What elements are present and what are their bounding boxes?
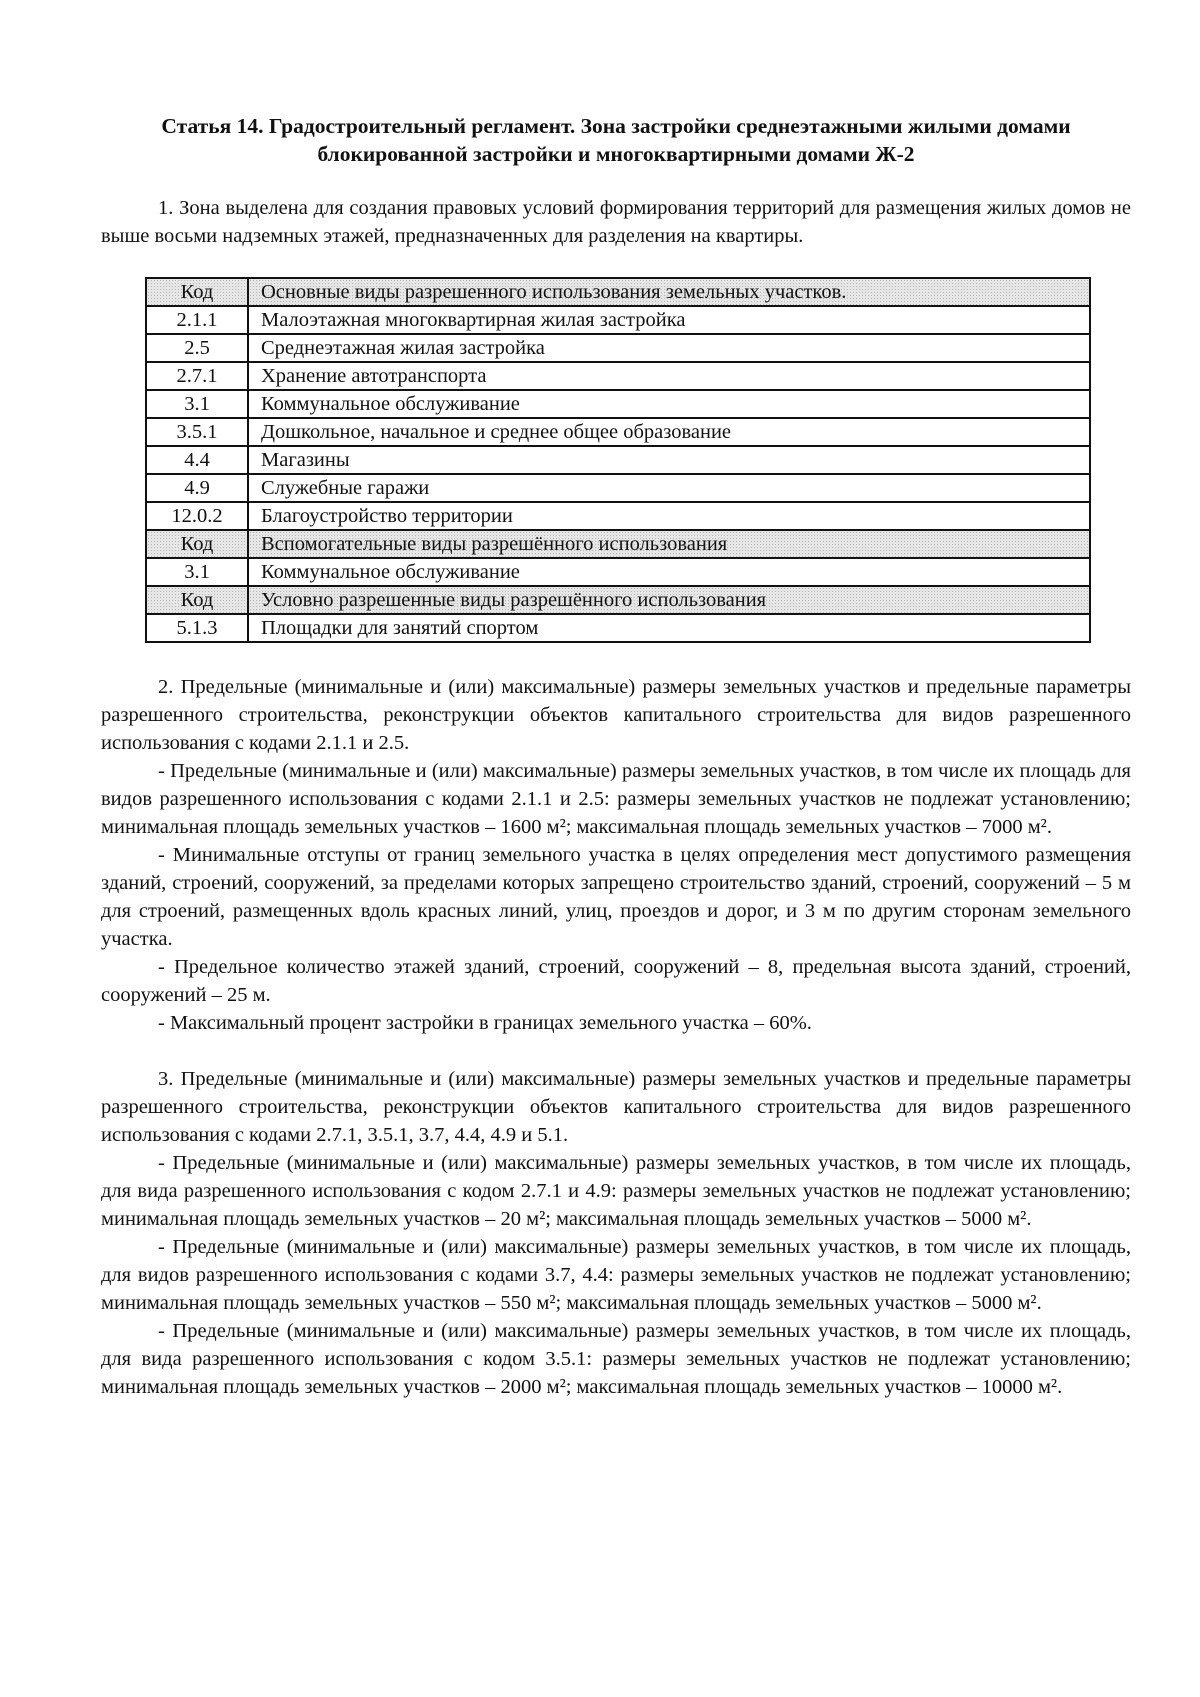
table-row: [146, 306, 1090, 334]
table-row: [146, 558, 1090, 586]
table-row: [146, 390, 1090, 418]
table-cell-name: Вспомогательные виды разрешённого использования: [248, 530, 1090, 558]
table-cell-code: Код: [146, 278, 248, 306]
table-cell-code: 5.1.3: [146, 614, 248, 642]
article-title-line-1: Статья 14. Градостроительный регламент. Зона застройки среднеэтажными жилыми домами: [161, 114, 1071, 138]
table-header-row-auxiliary: [146, 530, 1090, 558]
section-2-item: - Минимальные отступы от границ земельного участка в целях определения мест допустимого размещения зданий, строений, сооружений, за пределами которых запрещено строительство зданий, строений, сооружений – 5 м для строений, размещенных вдоль красных линий, улиц, проездов и дорог, и 3 м по другим сторонам земельного участка.: [101, 844, 1131, 950]
table-row: [146, 614, 1090, 642]
table-row: [146, 334, 1090, 362]
table-cell-name: Магазины: [248, 446, 1090, 474]
table-cell-code: 4.9: [146, 474, 248, 502]
table-cell-code: 3.1: [146, 390, 248, 418]
table-cell-name: Коммунальное обслуживание: [248, 558, 1090, 586]
table-cell-name: Благоустройство территории: [248, 502, 1090, 530]
section-2-item: - Максимальный процент застройки в границах земельного участка – 60%.: [158, 1012, 812, 1034]
table-cell-name: Основные виды разрешенного использования земельных участков.: [248, 278, 1090, 306]
section-3-item: - Предельные (минимальные и (или) максимальные) размеры земельных участков, в том числе их площадь, для вида разрешенного использования с кодом 2.7.1 и 4.9: размеры земельных участков не подлежат установлению; минимальная площадь земельных участков – 20 м²; максимальная площадь земельных участков – 5000 м².: [101, 1152, 1131, 1230]
table-cell-name: Малоэтажная многоквартирная жилая застройка: [248, 306, 1090, 334]
table-cell-name: Хранение автотранспорта: [248, 362, 1090, 390]
table-cell-code: 2.1.1: [146, 306, 248, 334]
table-cell-name: Площадки для занятий спортом: [248, 614, 1090, 642]
section-3-item: - Предельные (минимальные и (или) максимальные) размеры земельных участков, в том числе их площадь, для вида разрешенного использования с кодом 3.5.1: размеры земельных участков не подлежат установлению; минимальная площадь земельных участков – 2000 м²; максимальная площадь земельных участков – 10000 м².: [101, 1320, 1131, 1398]
section-2-item: - Предельное количество этажей зданий, строений, сооружений – 8, предельная высота зданий, строений, сооружений – 25 м.: [101, 956, 1131, 1006]
article-title-line-2: блокированной застройки и многоквартирными домами Ж-2: [317, 142, 915, 166]
table-row: [146, 362, 1090, 390]
table-cell-code: Код: [146, 586, 248, 614]
table-cell-name: Условно разрешенные виды разрешённого использования: [248, 586, 1090, 614]
table-cell-code: 3.1: [146, 558, 248, 586]
table-header-row-main: [146, 278, 1090, 306]
table-row: [146, 502, 1090, 530]
land-use-table: [145, 277, 1091, 643]
table-row: [146, 418, 1090, 446]
section-3: [101, 1065, 1131, 1401]
table-cell-name: Служебные гаражи: [248, 474, 1090, 502]
table-cell-code: Код: [146, 530, 248, 558]
table-cell-code: 2.7.1: [146, 362, 248, 390]
table-cell-name: Дошкольное, начальное и среднее общее образование: [248, 418, 1090, 446]
section-2-item: - Предельные (минимальные и (или) максимальные) размеры земельных участков, в том числе их площадь для видов разрешенного использования с кодами 2.1.1 и 2.5: размеры земельных участков не подлежат установлению; минимальная площадь земельных участков – 1600 м²; максимальная площадь земельных участков – 7000 м².: [101, 760, 1131, 838]
table-cell-code: 12.0.2: [146, 502, 248, 530]
document-page: [101, 112, 1131, 1401]
table-cell-code: 3.5.1: [146, 418, 248, 446]
table-cell-code: 4.4: [146, 446, 248, 474]
article-title: [101, 112, 1131, 168]
table-header-row-conditional: [146, 586, 1090, 614]
section-3-heading: 3. Предельные (минимальные и (или) максимальные) размеры земельных участков и предельные параметры разрешенного строительства, реконструкции объектов капитального строительства для видов разрешенного использования с кодами 2.7.1, 3.5.1, 3.7, 4.4, 4.9 и 5.1.: [101, 1068, 1131, 1146]
section-2: [101, 673, 1131, 1037]
section-3-item: - Предельные (минимальные и (или) максимальные) размеры земельных участков, в том числе их площадь, для видов разрешенного использования с кодами 3.7, 4.4: размеры земельных участков не подлежат установлению; минимальная площадь земельных участков – 550 м²; максимальная площадь земельных участков – 5000 м².: [101, 1236, 1131, 1314]
table-cell-name: Среднеэтажная жилая застройка: [248, 334, 1090, 362]
intro-paragraph: 1. Зона выделена для создания правовых условий формирования территорий для размещения жилых домов не выше восьми надземных этажей, предназначенных для разделения на квартиры.: [101, 197, 1131, 247]
table-cell-name: Коммунальное обслуживание: [248, 390, 1090, 418]
table-cell-code: 2.5: [146, 334, 248, 362]
table-row: [146, 446, 1090, 474]
section-2-heading: 2. Предельные (минимальные и (или) максимальные) размеры земельных участков и предельные параметры разрешенного строительства, реконструкции объектов капитального строительства для видов разрешенного использования с кодами 2.1.1 и 2.5.: [101, 676, 1131, 754]
table-row: [146, 474, 1090, 502]
